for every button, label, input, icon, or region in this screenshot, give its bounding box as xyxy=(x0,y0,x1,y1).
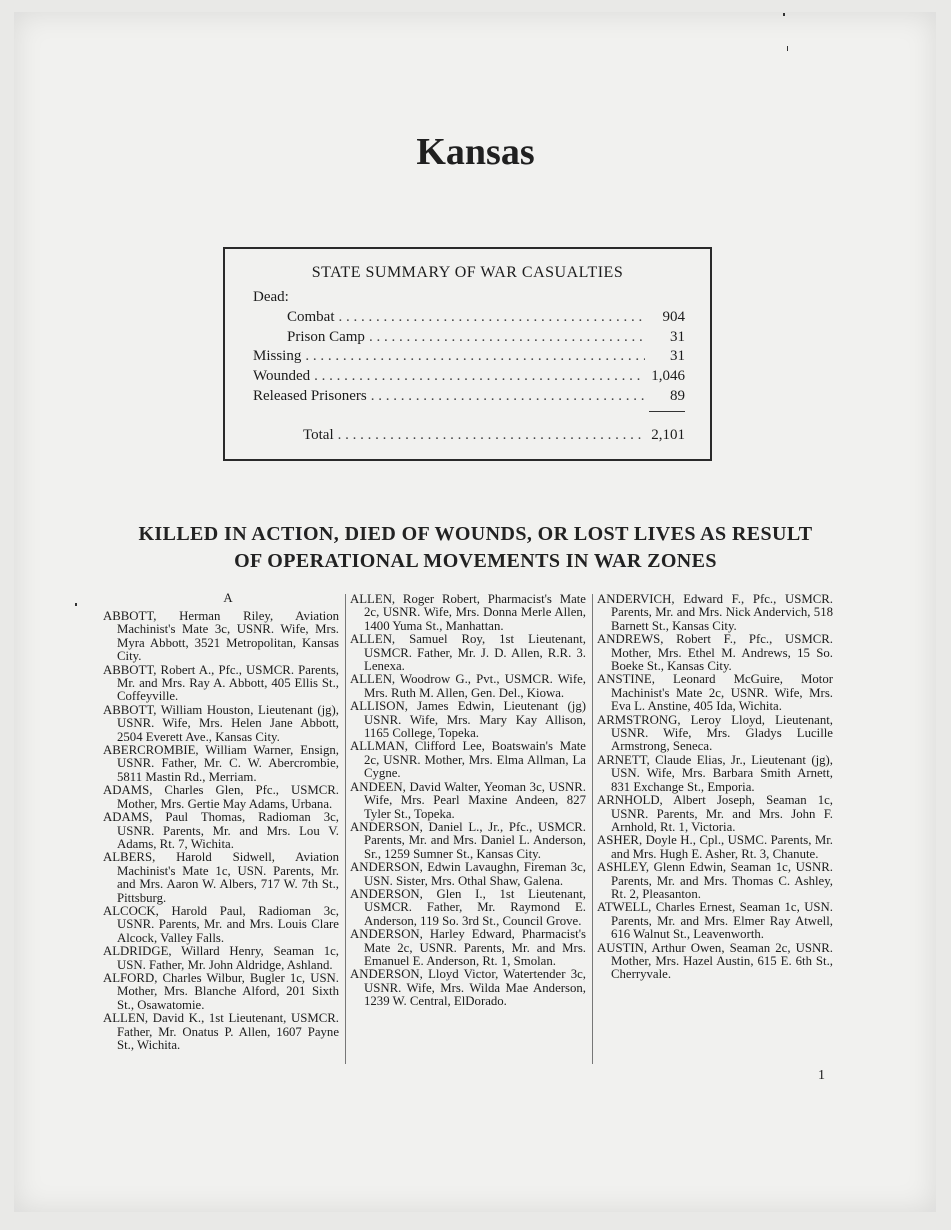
list-item: ASHLEY, Glenn Edwin, Seaman 1c, USNR. Parents, Mr. and Mrs. Thomas C. Ashley, Rt. 2, Pleasanton. xyxy=(597,860,833,901)
list-item: ANDERSON, Edwin Lavaughn, Fireman 3c, USN. Sister, Mrs. Othal Shaw, Galena. xyxy=(350,860,586,888)
list-item: ASHER, Doyle H., Cpl., USMC. Parents, Mr. and Mrs. Hugh E. Asher, Rt. 3, Chanute. xyxy=(597,833,833,861)
list-item: ANDERSON, Harley Edward, Pharmacist's Mate 2c, USNR. Parents, Mr. and Mrs. Emanuel E. Anderson, Rt. 1, Smolan. xyxy=(350,927,586,968)
summary-row-label: Total xyxy=(303,427,334,443)
list-item: ALLEN, Woodrow G., Pvt., USMCR. Wife, Mrs. Ruth M. Allen, Gen. Del., Kiowa. xyxy=(350,672,586,700)
leader-dots xyxy=(369,329,645,346)
summary-row-released-prisoners xyxy=(253,388,685,408)
summary-row-missing xyxy=(253,348,685,368)
page-title: Kansas xyxy=(416,131,535,173)
list-item: ANDERSON, Lloyd Victor, Watertender 3c, USNR. Wife, Mrs. Wilda Mae Anderson, 1239 W. Central, ElDorado. xyxy=(350,967,586,1009)
list-item: ALLISON, James Edwin, Lieutenant (jg) USNR. Wife, Mrs. Mary Kay Allison, 1165 College, Topeka. xyxy=(350,699,586,741)
summary-row-label: Wounded xyxy=(253,368,311,384)
list-item: ADAMS, Charles Glen, Pfc., USMCR. Mother, Mrs. Gertie May Adams, Urbana. xyxy=(103,783,339,811)
leader-dots xyxy=(371,388,645,405)
section-heading-line-2: OF OPERATIONAL MOVEMENTS IN WAR ZONES xyxy=(234,550,717,572)
list-item: ALLMAN, Clifford Lee, Boatswain's Mate 2c, USNR. Mother, Mrs. Elma Allman, La Cygne. xyxy=(350,739,586,781)
summary-total-rule xyxy=(649,411,685,412)
list-item: ARNHOLD, Albert Joseph, Seaman 1c, USNR. Parents, Mr. and Mrs. John F. Arnhold, Rt. 1, Victoria. xyxy=(597,793,833,834)
leader-dots xyxy=(314,368,645,385)
list-item: ANDERSON, Glen I., 1st Lieutenant, USMCR. Father, Mr. Raymond E. Anderson, 119 So. 3rd St., Council Grove. xyxy=(350,886,586,928)
list-item: ABERCROMBIE, William Warner, Ensign, USNR. Father, Mr. C. W. Abercrombie, 5811 Mastin Rd., Merriam. xyxy=(103,743,339,784)
section-heading xyxy=(0,521,951,575)
list-item: ANDERVICH, Edward F., Pfc., USMCR. Parents, Mr. and Mrs. Nick Andervich, 518 Barnett St., Kansas City. xyxy=(597,592,833,633)
roster-column-2 xyxy=(350,593,586,1009)
page-number: 1 xyxy=(818,1068,825,1083)
summary-row-value: 89 xyxy=(670,388,685,404)
list-item: ANDERSON, Daniel L., Jr., Pfc., USMCR. Parents, Mr. and Mrs. Daniel L. Anderson, Sr., 1259 Sumner St., Kansas City. xyxy=(350,819,586,861)
list-item: ALLEN, David K., 1st Lieutenant, USMCR. Father, Mr. Onatus P. Allen, 1607 Payne St., Wichita. xyxy=(103,1011,339,1052)
summary-row-label: Released Prisoners xyxy=(253,388,367,404)
list-item: ANDREWS, Robert F., Pfc., USMCR. Mother, Mrs. Ethel M. Andrews, 15 So. Boeke St., Kansas City. xyxy=(597,632,833,674)
summary-row-value: 31 xyxy=(670,348,685,364)
leader-dots xyxy=(338,427,645,444)
roster-column-3 xyxy=(597,593,833,982)
summary-row-combat xyxy=(287,309,685,329)
summary-row-label: Combat xyxy=(287,309,335,325)
summary-row-label: Prison Camp xyxy=(287,329,365,345)
list-item: ALCOCK, Harold Paul, Radioman 3c, USNR. Parents, Mr. and Mrs. Louis Clare Alcock, Valley Falls. xyxy=(103,903,339,945)
summary-dead-label: Dead: xyxy=(253,289,289,305)
leader-dots xyxy=(305,348,645,365)
list-item: AUSTIN, Arthur Owen, Seaman 2c, USNR. Mother, Mrs. Hazel Austin, 615 E. 6th St., Cherryvale. xyxy=(597,940,833,982)
list-item: ABBOTT, Robert A., Pfc., USMCR. Parents, Mr. and Mrs. Ray A. Abbott, 405 Ellis St., Coffeyville. xyxy=(103,662,339,704)
list-item: ARNETT, Claude Elias, Jr., Lieutenant (jg), USN. Wife, Mrs. Barbara Smith Arnett, 831 Exchange St., Emporia. xyxy=(597,752,833,794)
list-item: ALLEN, Samuel Roy, 1st Lieutenant, USMCR. Father, Mr. J. D. Allen, R.R. 3. Lenexa. xyxy=(350,632,586,674)
summary-row-wounded xyxy=(253,368,685,388)
list-item: ATWELL, Charles Ernest, Seaman 1c, USN. Parents, Mr. and Mrs. Elmer Ray Atwell, 616 Walnut St., Leavenworth. xyxy=(597,900,833,942)
list-item: ABBOTT, Herman Riley, Aviation Machinist's Mate 3c, USNR. Wife, Mrs. Myra Abbott, 3521 Metropolitan, Kansas City. xyxy=(103,609,339,664)
list-item: ABBOTT, William Houston, Lieutenant (jg), USNR. Wife, Mrs. Helen Jane Abbott, 2504 Everett Ave., Kansas City. xyxy=(103,702,339,744)
summary-heading: STATE SUMMARY OF WAR CASUALTIES xyxy=(311,264,624,281)
summary-row-prison-camp xyxy=(287,329,685,349)
roster-column-1 xyxy=(103,592,339,1052)
summary-row-value: 31 xyxy=(670,329,685,345)
list-item: ANSTINE, Leonard McGuire, Motor Machinist's Mate 2c, USNR. Wife, Mrs. Eva L. Anstine, 405 Ida, Wichita. xyxy=(597,672,833,714)
summary-row-total xyxy=(303,427,685,447)
column-divider xyxy=(345,594,346,1064)
scan-speck xyxy=(787,46,788,51)
alphabet-letter-heading: A xyxy=(223,591,233,605)
list-item: ALDRIDGE, Willard Henry, Seaman 1c, USN. Father, Mr. John Aldridge, Ashland. xyxy=(103,944,339,972)
summary-row-value: 904 xyxy=(662,309,685,325)
scan-speck xyxy=(75,603,77,606)
list-item: ANDEEN, David Walter, Yeoman 3c, USNR. Wife, Mrs. Pearl Maxine Andeen, 827 Tyler St., Topeka. xyxy=(350,779,586,821)
leader-dots xyxy=(339,309,646,326)
list-item: ALLEN, Roger Robert, Pharmacist's Mate 2c, USNR. Wife, Mrs. Donna Merle Allen, 1400 Yuma St., Manhattan. xyxy=(350,592,586,633)
column-divider xyxy=(592,594,593,1064)
list-item: ALBERS, Harold Sidwell, Aviation Machinist's Mate 1c, USN. Parents, Mr. and Mrs. Aaron W. Albers, 717 W. 7th St., Pittsburg. xyxy=(103,850,339,905)
casualty-summary-box xyxy=(223,247,712,461)
list-item: ALFORD, Charles Wilbur, Bugler 1c, USN. Mother, Mrs. Blanche Alford, 201 Sixth St., Osawatomie. xyxy=(103,970,339,1012)
summary-row-value: 1,046 xyxy=(651,368,685,384)
summary-row-value: 2,101 xyxy=(651,427,685,443)
scan-speck xyxy=(783,13,785,16)
list-item: ARMSTRONG, Leroy Lloyd, Lieutenant, USNR. Wife, Mrs. Gladys Lucille Armstrong, Seneca. xyxy=(597,712,833,754)
section-heading-line-1: KILLED IN ACTION, DIED OF WOUNDS, OR LOST LIVES AS RESULT xyxy=(138,523,813,545)
list-item: ADAMS, Paul Thomas, Radioman 3c, USNR. Parents, Mr. and Mrs. Lou V. Adams, Rt. 7, Wichita. xyxy=(103,810,339,851)
summary-row-label: Missing xyxy=(253,348,302,364)
